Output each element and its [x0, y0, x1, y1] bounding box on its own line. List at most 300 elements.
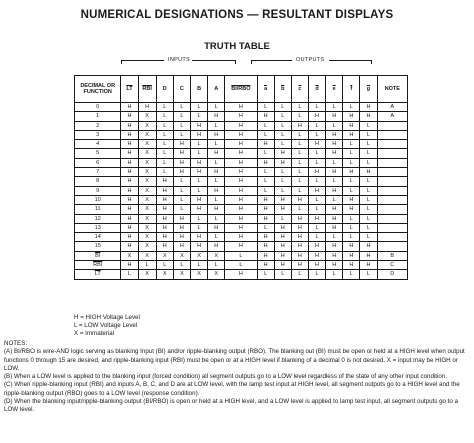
table-row	[75, 121, 408, 130]
column-header: $\overline{d}$	[308, 76, 325, 103]
table-cell: L	[274, 177, 291, 186]
table-cell: L	[274, 168, 291, 177]
table-cell	[377, 177, 407, 186]
column-header: $\overline{e}$	[326, 76, 343, 103]
table-cell: H	[156, 186, 173, 195]
table-cell: H	[291, 233, 308, 242]
table-cell: L	[343, 158, 360, 167]
table-cell: H	[274, 149, 291, 158]
table-cell: L	[360, 130, 377, 139]
table-cell: X	[138, 121, 156, 130]
table-cell: H	[360, 242, 377, 251]
table-cell: L	[360, 223, 377, 232]
table-cell: L	[291, 140, 308, 149]
table-cell: L	[173, 177, 190, 186]
table-cell: H	[360, 168, 377, 177]
table-cell: L	[156, 261, 173, 270]
table-cell: H	[208, 130, 225, 139]
table-cell: H	[173, 233, 190, 242]
table-cell: L	[208, 195, 225, 204]
outputs-bracket-left	[251, 60, 292, 64]
table-cell: H	[225, 158, 257, 167]
table-cell: H	[225, 195, 257, 204]
table-cell: H	[291, 251, 308, 260]
table-row	[75, 112, 408, 121]
table-cell: L	[291, 130, 308, 139]
table-cell: H	[121, 112, 138, 121]
table-cell: H	[121, 130, 138, 139]
column-header: $\overline{RBI}$	[138, 76, 156, 103]
table-cell: L	[257, 270, 274, 279]
table-cell: H	[291, 261, 308, 270]
table-cell	[377, 121, 407, 130]
note-c: (C) When ripple-blanking input (RBI) and inputs A, B, C, and D are at LOW level, with the lamp test input at HIGH level, all segment outputs go to a HIGH level and the ripple-blanking output (RBO) goes to a LOW level (response condition).	[4, 381, 460, 397]
table-cell: H	[225, 186, 257, 195]
page-title: NUMERICAL DESIGNATIONS — RESULTANT DISPLAYS	[80, 9, 394, 21]
column-header: BI/RBO	[225, 76, 257, 103]
notes-section	[4, 340, 470, 415]
column-header: $\overline{f}$	[343, 76, 360, 103]
inputs-bracket-right	[192, 60, 236, 64]
table-cell: D	[377, 270, 407, 279]
table-cell: H	[121, 177, 138, 186]
table-header-row	[75, 76, 408, 103]
table-cell: X	[138, 140, 156, 149]
table-cell: L	[360, 140, 377, 149]
table-cell: H	[156, 205, 173, 214]
table-cell: L	[291, 177, 308, 186]
column-header: $\overline{a}$	[257, 76, 274, 103]
table-cell: H	[173, 158, 190, 167]
table-cell: H	[291, 121, 308, 130]
table-cell: X	[138, 205, 156, 214]
table-cell: H	[360, 261, 377, 270]
table-cell: L	[173, 103, 190, 112]
table-cell: L	[190, 261, 207, 270]
table-cell: H	[225, 214, 257, 223]
table-cell: L	[308, 233, 325, 242]
table-cell: L	[156, 158, 173, 167]
table-cell: H	[173, 149, 190, 158]
table-cell: H	[274, 205, 291, 214]
column-header: D	[156, 76, 173, 103]
table-cell	[377, 168, 407, 177]
table-cell: L	[208, 233, 225, 242]
table-row	[75, 270, 408, 279]
table-cell	[377, 233, 407, 242]
table-cell: H	[225, 130, 257, 139]
table-cell: L	[343, 214, 360, 223]
table-cell: H	[190, 121, 207, 130]
table-cell: H	[121, 149, 138, 158]
table-row	[75, 140, 408, 149]
table-cell: X	[138, 112, 156, 121]
column-header: DECIMAL OR FUNCTION	[75, 76, 121, 103]
table-cell: L	[308, 158, 325, 167]
row-label-cell: $\overline{RBI}$	[75, 261, 121, 270]
table-cell: H	[326, 205, 343, 214]
table-cell: L	[257, 103, 274, 112]
table-row	[75, 186, 408, 195]
table-cell: H	[257, 112, 274, 121]
table-cell: H	[308, 242, 325, 251]
table-cell: H	[156, 214, 173, 223]
table-cell: H	[326, 223, 343, 232]
table-cell: A	[377, 112, 407, 121]
table-cell: H	[190, 158, 207, 167]
table-cell: L	[208, 103, 225, 112]
table-cell: H	[121, 103, 138, 112]
outputs-bracket-right	[329, 60, 372, 64]
table-cell: L	[190, 140, 207, 149]
table-cell: X	[138, 251, 156, 260]
table-cell: X	[208, 251, 225, 260]
table-cell: L	[156, 140, 173, 149]
table-cell: L	[190, 149, 207, 158]
table-cell: H	[343, 242, 360, 251]
table-cell: H	[326, 186, 343, 195]
column-header: $\overline{c}$	[291, 76, 308, 103]
table-cell: H	[208, 242, 225, 251]
table-cell: H	[208, 168, 225, 177]
table-cell: H	[121, 186, 138, 195]
table-cell: H	[326, 130, 343, 139]
table-cell	[377, 158, 407, 167]
table-cell: L	[156, 103, 173, 112]
table-cell: H	[156, 242, 173, 251]
table-cell: L	[156, 130, 173, 139]
table-cell: H	[257, 251, 274, 260]
table-cell: L	[360, 158, 377, 167]
table-cell: H	[121, 233, 138, 242]
table-cell: H	[190, 168, 207, 177]
table-cell: H	[308, 214, 325, 223]
legend	[74, 314, 140, 338]
table-cell: L	[173, 261, 190, 270]
table-body	[75, 103, 408, 280]
table-cell: H	[257, 261, 274, 270]
table-cell: L	[173, 205, 190, 214]
table-cell: H	[208, 149, 225, 158]
table-cell: L	[208, 177, 225, 186]
inputs-group-label: INPUTS	[168, 57, 190, 63]
table-cell: L	[274, 186, 291, 195]
row-label-cell: $\overline{LT}$	[75, 270, 121, 279]
table-cell: L	[308, 121, 325, 130]
table-cell: L	[360, 195, 377, 204]
table-cell: L	[291, 205, 308, 214]
table-cell: H	[274, 195, 291, 204]
table-cell: L	[291, 168, 308, 177]
table-cell: H	[225, 168, 257, 177]
table-cell: X	[156, 270, 173, 279]
table-cell: H	[121, 140, 138, 149]
table-cell: L	[360, 270, 377, 279]
table-cell	[377, 186, 407, 195]
row-label-cell: 8	[75, 177, 121, 186]
table-cell: L	[308, 205, 325, 214]
table-row	[75, 223, 408, 232]
table-cell: L	[326, 177, 343, 186]
table-row	[75, 251, 408, 260]
table-cell: L	[208, 121, 225, 130]
row-label-cell: 14	[75, 233, 121, 242]
table-cell: L	[274, 103, 291, 112]
table-cell: H	[343, 168, 360, 177]
table-cell: L	[343, 186, 360, 195]
column-header: $\overline{b}$	[274, 76, 291, 103]
table-row	[75, 214, 408, 223]
table-cell: L	[257, 186, 274, 195]
table-cell: H	[225, 233, 257, 242]
table-cell: H	[343, 261, 360, 270]
table-cell: L	[173, 130, 190, 139]
table-cell: L	[156, 121, 173, 130]
table-cell: H	[190, 130, 207, 139]
table-row	[75, 168, 408, 177]
table-cell: H	[274, 242, 291, 251]
table-cell: H	[173, 140, 190, 149]
table-cell: H	[208, 223, 225, 232]
table-cell: H	[225, 223, 257, 232]
table-cell: L	[156, 168, 173, 177]
note-a: (A) BI/RBO is wire-AND logic serving as blanking Input (BI) and/or ripple-blanking output (RBO). The blanking out (BI) must be open or held at a HIGH level when output functions 0 through 15 are desired, and ripple-blanking input (RBI) must be open or at a HIGH level if blanking of a decimal 0 is not desired. X = input may be HIGH or LOW.	[4, 348, 465, 372]
table-cell: H	[326, 149, 343, 158]
table-cell: L	[291, 149, 308, 158]
table-cell: H	[274, 233, 291, 242]
table-cell: L	[343, 149, 360, 158]
column-header: NOTE	[377, 76, 407, 103]
table-cell: L	[121, 270, 138, 279]
table-cell: L	[156, 149, 173, 158]
row-label-cell: 12	[75, 214, 121, 223]
table-cell: L	[343, 233, 360, 242]
table-cell: H	[326, 140, 343, 149]
table-cell: H	[326, 261, 343, 270]
table-cell: H	[225, 112, 257, 121]
table-cell: H	[121, 223, 138, 232]
table-cell: L	[291, 270, 308, 279]
table-cell: L	[308, 223, 325, 232]
table-cell: H	[343, 251, 360, 260]
table-cell: L	[326, 233, 343, 242]
table-cell	[377, 149, 407, 158]
table-cell: H	[291, 223, 308, 232]
table-cell: L	[190, 103, 207, 112]
table-cell: H	[257, 195, 274, 204]
table-cell: B	[377, 251, 407, 260]
table-cell: H	[225, 140, 257, 149]
table-cell: H	[156, 195, 173, 204]
table-cell: H	[291, 242, 308, 251]
table-cell: H	[308, 112, 325, 121]
table-cell: H	[225, 242, 257, 251]
table-cell: H	[274, 261, 291, 270]
table-cell: H	[343, 121, 360, 130]
table-cell: H	[138, 103, 156, 112]
table-cell: L	[173, 195, 190, 204]
table-cell: L	[360, 233, 377, 242]
table-cell: H	[326, 214, 343, 223]
table-cell: L	[360, 177, 377, 186]
table-row	[75, 158, 408, 167]
table-cell: L	[274, 121, 291, 130]
row-label-cell: 2	[75, 121, 121, 130]
table-cell	[377, 223, 407, 232]
table-cell: L	[208, 214, 225, 223]
table-cell: H	[225, 270, 257, 279]
row-label-cell: 7	[75, 168, 121, 177]
table-cell: H	[225, 177, 257, 186]
table-cell: L	[326, 121, 343, 130]
table-cell: X	[208, 270, 225, 279]
table-cell: L	[257, 168, 274, 177]
table-cell: X	[156, 251, 173, 260]
table-cell: L	[343, 223, 360, 232]
table-cell: H	[308, 261, 325, 270]
table-cell: L	[291, 158, 308, 167]
table-cell: H	[121, 195, 138, 204]
table-cell: L	[173, 121, 190, 130]
table-cell: H	[326, 242, 343, 251]
table-cell: L	[343, 103, 360, 112]
table-cell: H	[121, 214, 138, 223]
table-cell: L	[257, 130, 274, 139]
table-cell: H	[274, 251, 291, 260]
row-label-cell: 4	[75, 140, 121, 149]
table-cell: H	[257, 233, 274, 242]
table-cell: L	[343, 140, 360, 149]
table-cell: H	[360, 112, 377, 121]
table-cell: L	[326, 195, 343, 204]
table-cell: H	[121, 158, 138, 167]
table-cell: L	[190, 223, 207, 232]
table-cell	[377, 140, 407, 149]
row-label-cell: 5	[75, 149, 121, 158]
table-cell: H	[121, 168, 138, 177]
table-cell: X	[190, 270, 207, 279]
row-label-cell: 15	[75, 242, 121, 251]
table-cell: X	[138, 158, 156, 167]
table-cell: H	[156, 177, 173, 186]
table-cell: L	[138, 261, 156, 270]
outputs-group-label: OUTPUTS	[296, 57, 325, 63]
table-cell: C	[377, 261, 407, 270]
table-cell: H	[326, 251, 343, 260]
table-cell: H	[308, 186, 325, 195]
column-header: $\overline{g}$	[360, 76, 377, 103]
table-cell: H	[343, 195, 360, 204]
table-cell: H	[190, 233, 207, 242]
row-label-cell: 3	[75, 130, 121, 139]
table-row	[75, 195, 408, 204]
table-row	[75, 130, 408, 139]
table-cell: X	[138, 195, 156, 204]
table-cell: L	[360, 186, 377, 195]
table-cell: L	[257, 149, 274, 158]
legend-low: L = LOW Voltage Level	[74, 322, 138, 329]
table-cell: H	[343, 130, 360, 139]
table-cell: L	[360, 149, 377, 158]
table-cell: H	[208, 112, 225, 121]
row-label-cell: 10	[75, 195, 121, 204]
table-cell: X	[138, 223, 156, 232]
table-cell: H	[156, 223, 173, 232]
table-cell: H	[343, 205, 360, 214]
table-cell: H	[190, 195, 207, 204]
table-cell: H	[257, 140, 274, 149]
table-row	[75, 205, 408, 214]
table-cell: L	[190, 186, 207, 195]
truth-table	[74, 75, 408, 280]
table-cell: H	[360, 103, 377, 112]
table-cell: L	[308, 103, 325, 112]
table-row	[75, 103, 408, 112]
table-cell: X	[138, 242, 156, 251]
row-label-cell: 11	[75, 205, 121, 214]
table-row	[75, 177, 408, 186]
row-label-cell: 0	[75, 103, 121, 112]
table-cell: H	[190, 205, 207, 214]
table-cell: H	[257, 214, 274, 223]
table-cell: L	[274, 130, 291, 139]
table-cell: A	[377, 103, 407, 112]
table-cell: H	[173, 223, 190, 232]
table-cell: L	[308, 177, 325, 186]
table-cell: H	[225, 205, 257, 214]
table-cell: H	[156, 233, 173, 242]
table-cell: H	[190, 242, 207, 251]
table-cell: X	[190, 251, 207, 260]
table-cell: L	[190, 177, 207, 186]
table-cell: L	[257, 121, 274, 130]
column-header: A	[208, 76, 225, 103]
table-cell: H	[121, 121, 138, 130]
table-cell: L	[343, 177, 360, 186]
table-cell: H	[208, 186, 225, 195]
table-cell: H	[173, 214, 190, 223]
table-cell: L	[308, 130, 325, 139]
table-title: TRUTH TABLE	[204, 41, 270, 52]
table-cell: L	[360, 205, 377, 214]
row-label-cell: 6	[75, 158, 121, 167]
table-cell: H	[343, 112, 360, 121]
table-cell: L	[308, 270, 325, 279]
table-cell: X	[121, 251, 138, 260]
table-cell: L	[326, 270, 343, 279]
table-cell: H	[257, 205, 274, 214]
table-cell: X	[138, 186, 156, 195]
table-cell	[377, 214, 407, 223]
table-cell: L	[225, 261, 257, 270]
table-cell: L	[291, 186, 308, 195]
table-cell: H	[225, 149, 257, 158]
table-cell: L	[343, 270, 360, 279]
table-cell: X	[138, 270, 156, 279]
table-cell: H	[121, 205, 138, 214]
table-cell: H	[308, 168, 325, 177]
table-cell	[377, 195, 407, 204]
inputs-bracket-left	[121, 60, 164, 64]
table-cell	[377, 205, 407, 214]
table-cell: L	[326, 158, 343, 167]
row-label-cell: $\overline{BI}$	[75, 251, 121, 260]
note-d: (D) When the blanking input/ripple-blanking output (BI/RBO) is open or held at a HIGH level, and a LOW level is applied to lamp test input, all segment outputs go to a LOW level.	[4, 398, 458, 414]
table-cell: H	[360, 251, 377, 260]
table-cell: X	[138, 177, 156, 186]
table-row	[75, 233, 408, 242]
table-cell: H	[121, 261, 138, 270]
